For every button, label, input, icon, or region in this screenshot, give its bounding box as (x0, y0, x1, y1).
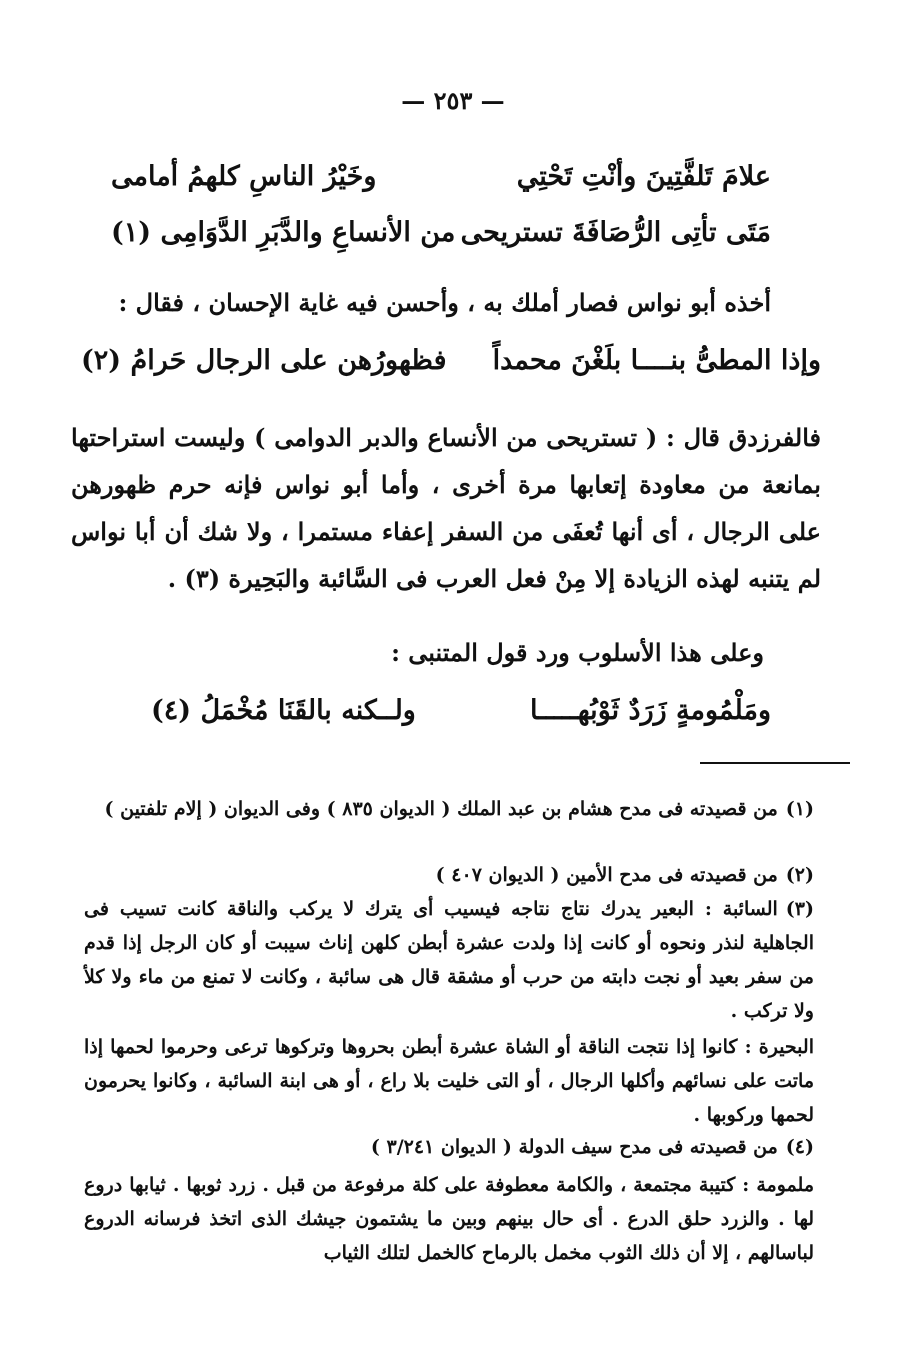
verse-4-first-hemistich: ومَلْمُومةٍ زَرَدٌ ثَوْبُهـــــا (529, 694, 771, 726)
footnote-4-gloss (84, 1168, 814, 1270)
verse-4 (151, 690, 771, 730)
verse-1 (111, 156, 771, 196)
footnote-4-text: من قصيدته فى مدح سيف الدولة ( الديوان ٣/٢٤١ ) (370, 1136, 778, 1158)
footnote-1 (84, 792, 814, 826)
verse-3-first-hemistich: وإذا المطىُّ بنــــا بلَغْنَ محمداً (492, 344, 821, 376)
footnote-4-gloss-text: ملمومة : كتيبة مجتمعة ، والكامة معطوفة على كلة مرفوعة من قبل . زرد ثوبها . ثيابها دروع لها . والزرد حلق الدرع . أى حال بينهم وبين ما يشتمون جيشك الذى اتخذ فرسانه الدروع لباسالهم ، إلا أن ذلك الثوب مخمل بالرماح كالخمل لتلك الثياب (84, 1174, 814, 1264)
verse-4-second-hemistich: ولــكنه بالقَنَا مُخْمَلُ (٤) (151, 694, 416, 726)
footnote-4 (84, 1130, 814, 1164)
footnote-1-text: من قصيدته فى مدح هشام بن عبد الملك ( الديوان ٨٣٥ ) وفى الديوان ( إلام تلفتين ) (104, 798, 778, 820)
footnote-2 (84, 858, 814, 892)
verse-2-first-hemistich: مَتَى تأتِى الرُّصَافَةَ تستريحى (460, 216, 771, 248)
footnote-3-bahira (84, 1030, 814, 1132)
verse-1-first-hemistich: علامَ تَلفَّتِينَ وأنْتِ تَحْتِي (516, 160, 771, 192)
verse-1-second-hemistich: وخَيْرُ الناسِ كلهمُ أمامى (111, 160, 377, 192)
verse-2-second-hemistich: من الأنساعِ والدَّبَرِ الدَّوَامِى (١) (111, 216, 456, 248)
verse-2 (111, 212, 771, 252)
footnote-2-number: (٢) (785, 864, 814, 886)
footnote-3-text: السائبة : البعير يدرك نتاج نتاجه فيسيب أى يترك لا يركب والناقة كانت تسيب فى الجاهلية لنذر ونحوه أو كانت إذا ولدت عشرة أبطن كلهن إناث سيبت أو كان الرجل إذا قدم من سفر بعيد أو نجت دابته من حرب أو مشقة قال هى سائبة ، وكانت لا تمنع من ماء ولا كلأ ولا تركب . (84, 898, 814, 1022)
verse-3 (81, 340, 821, 380)
intro-line-2: وعلى هذا الأسلوب ورد قول المتنبى : (391, 638, 764, 667)
footnote-divider (700, 762, 850, 764)
page-number: — ٢٥٣ — (401, 86, 505, 115)
verse-3-second-hemistich: فظهورُهن على الرجال حَرامُ (٢) (81, 344, 447, 376)
intro-line: أخذه أبو نواس فصار أملك به ، وأحسن فيه غاية الإحسان ، فقال : (118, 288, 771, 317)
footnote-3 (84, 892, 814, 1028)
footnote-2-text: من قصيدته فى مدح الأمين ( الديوان ٤٠٧ ) (435, 864, 778, 886)
commentary-paragraph: فالفرزدق قال : ( تستريحى من الأنساع والدبر الدوامى ) وليست استراحتها بمانعة من معاودة إتعابها مرة أخرى ، وأما أبو نواس فإنه حرم ظهورهن على الرجال ، أى أنها تُعفَى من السفر إعفاء مستمرا ، ولا شك أن أبا نواس لم يتنبه لهذه الزيادة إلا مِنْ فعل العرب فى السَّائبة والبَحِيرة (٣) . (71, 423, 821, 593)
footnote-4-number: (٤) (785, 1136, 814, 1158)
footnote-3-bahira-text: البحيرة : كانوا إذا نتجت الناقة أو الشاة عشرة أبطن بحروها وتركوها ترعى وحرموا لحمها إذا ماتت على نسائهم وأكلها الرجال ، أو التى خليت بلا راع ، أو هى ابنة السائبة ، وكانوا يحرمون لحمها وركوبها . (84, 1036, 814, 1126)
footnote-3-number: (٣) (785, 898, 814, 920)
footnote-1-number: (١) (785, 798, 814, 820)
